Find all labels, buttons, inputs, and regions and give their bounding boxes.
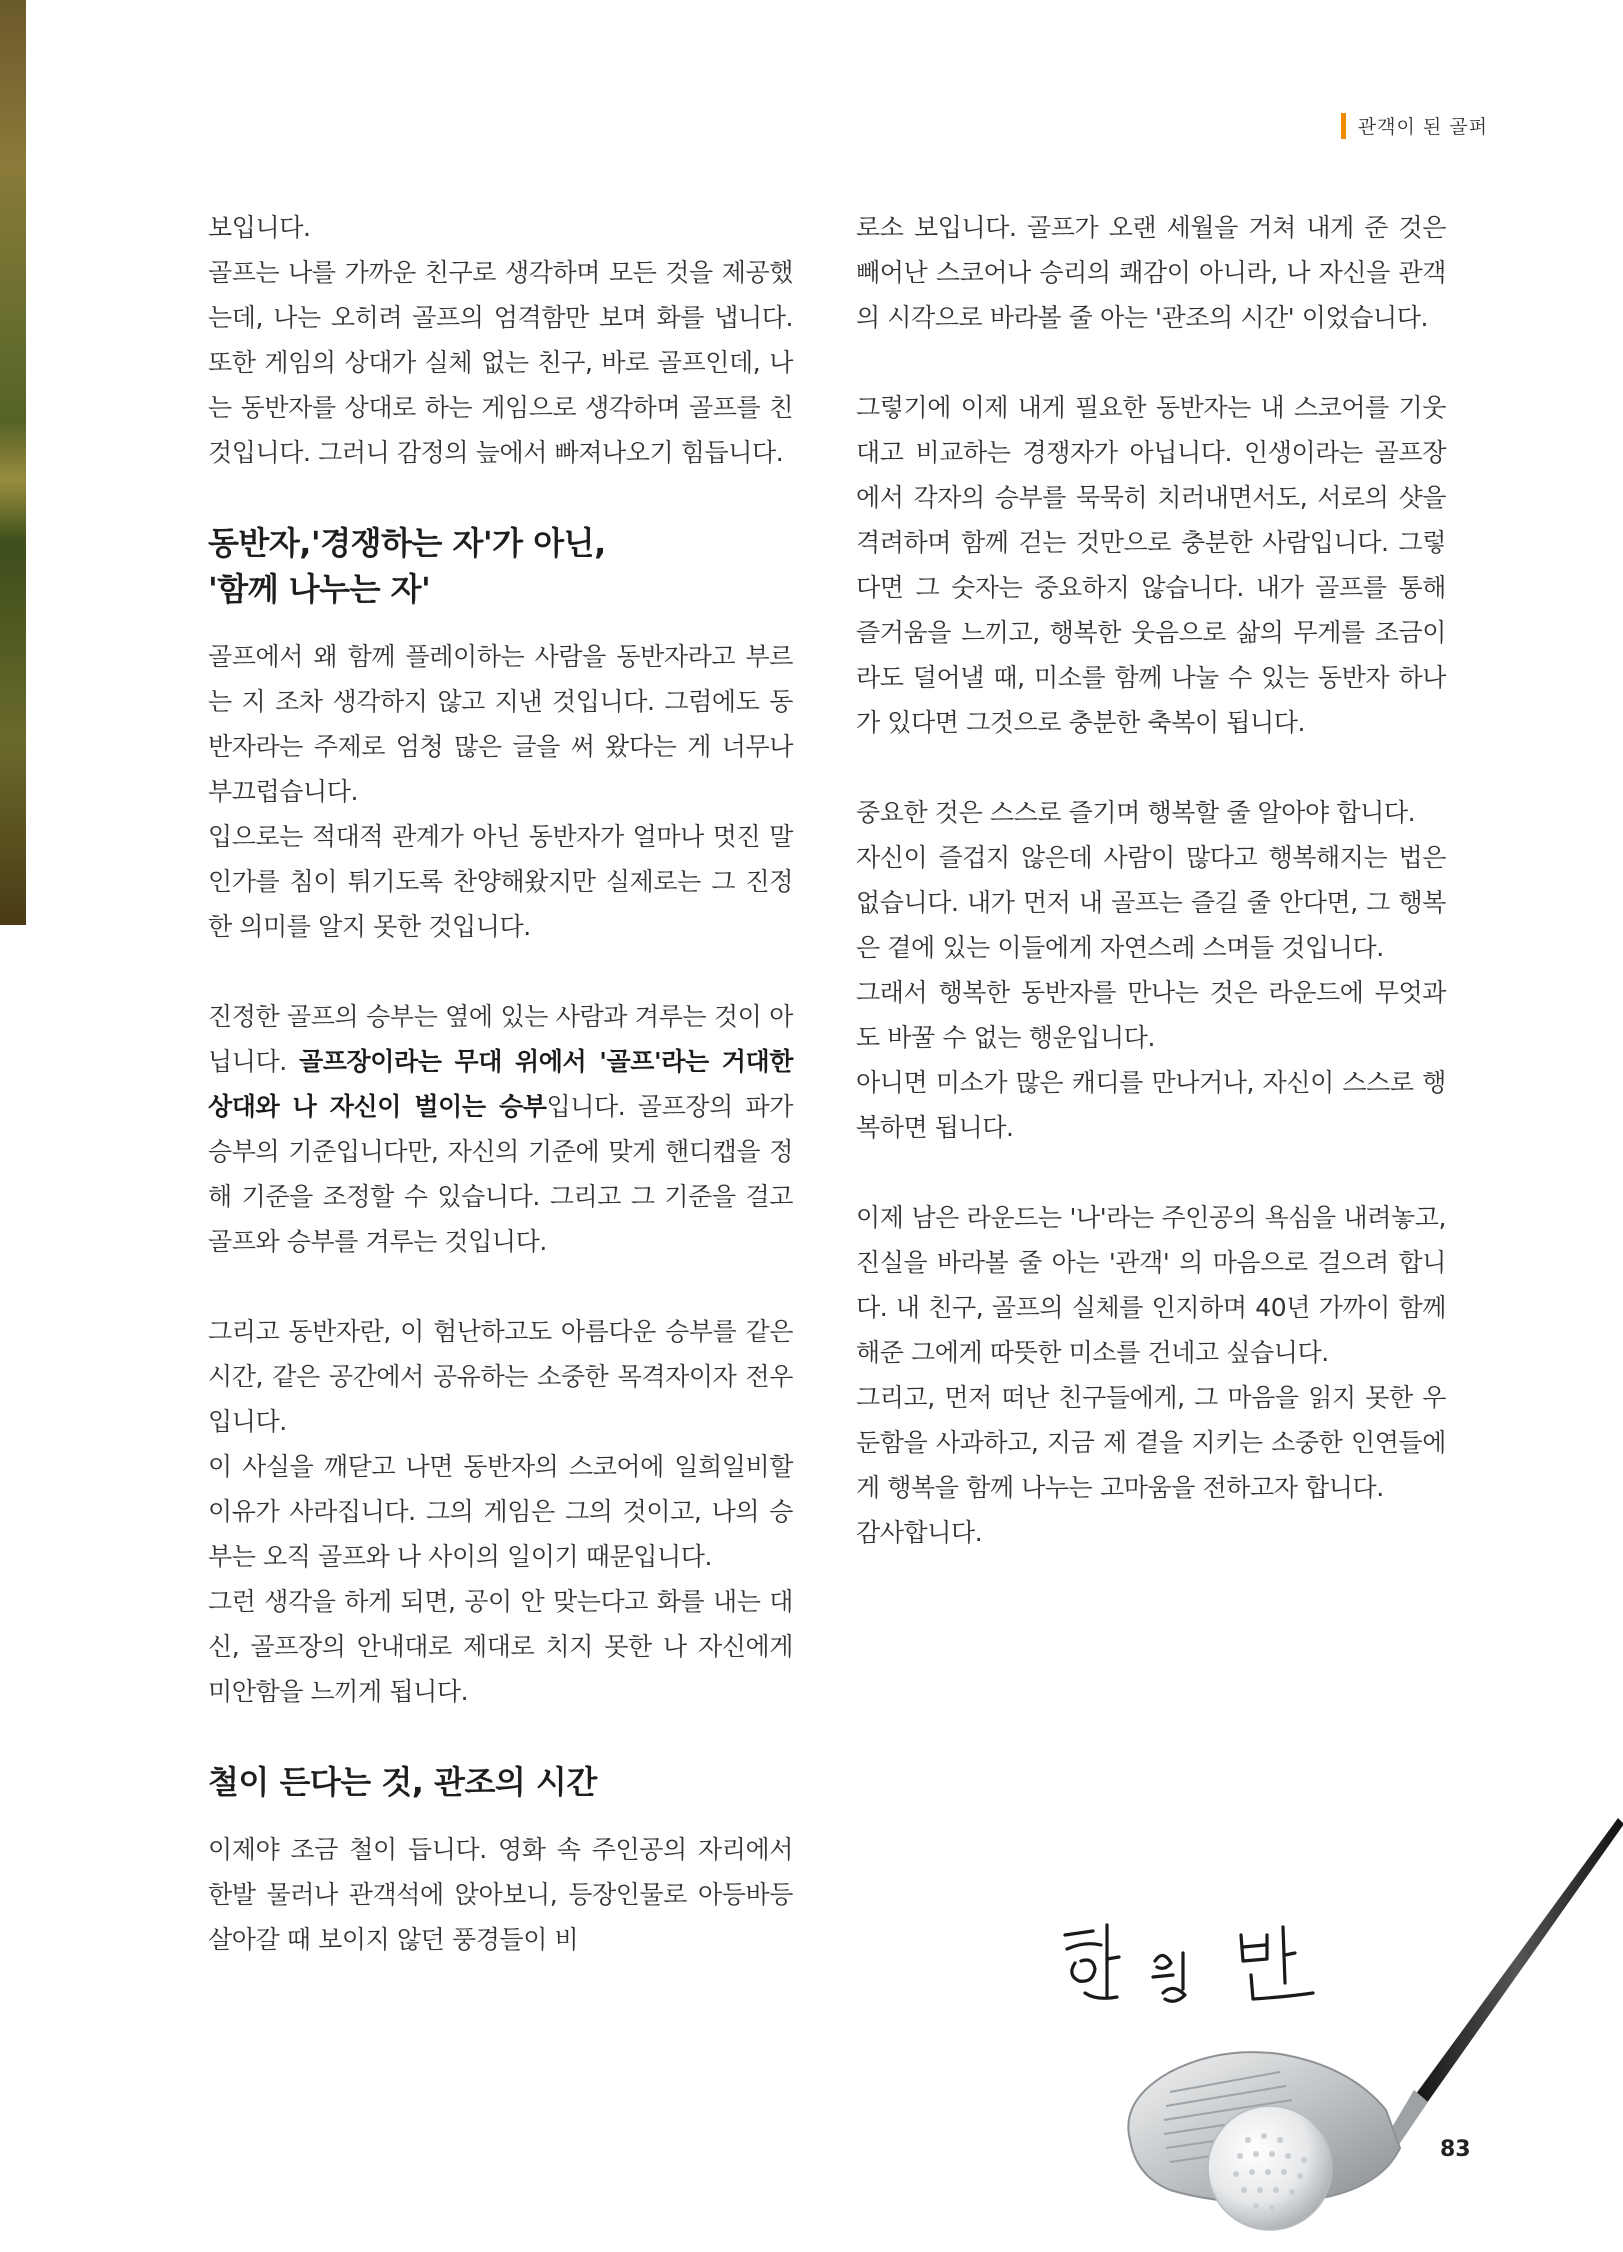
- golf-course-photo-edge: [0, 0, 26, 925]
- paragraph-gap: [208, 949, 793, 994]
- body-paragraph: 이 사실을 깨닫고 나면 동반자의 스코어에 일희일비할 이유가 사라집니다. 그의 게임은 그의 것이고, 나의 승부는 오직 골프와 나 사이의 일이기 때문입니다.: [208, 1452, 793, 1571]
- body-paragraph: 자신이 즐겁지 않은데 사람이 많다고 행복해지는 법은 없습니다. 내가 먼저 내 골프는 즐길 줄 안다면, 그 행복은 곁에 있는 이들에게 자연스레 스며들 것입니다.: [856, 843, 1446, 962]
- golf-club-illustration: [1110, 1810, 1623, 2250]
- body-paragraph: 이제 남은 라운드는 '나'라는 주인공의 욕심을 내려놓고, 진실을 바라볼 줄 아는 '관객' 의 마음으로 걸으려 합니다. 내 친구, 골프의 실체를 인지하며 40년 가까이 함께 해준 그에게 따뜻한 미소를 건네고 싶습니다.: [856, 1203, 1446, 1367]
- body-paragraph: 그렇기에 이제 내게 필요한 동반자는 내 스코어를 기웃대고 비교하는 경쟁자가 아닙니다. 인생이라는 골프장에서 각자의 승부를 묵묵히 치러내면서도, 서로의 샷을 격려하며 함께 걷는 것만으로 충분한 사람입니다. 그렇다면 그 숫자는 중요하지 않습니다. 내가 골프를 통해 즐거움을 느끼고, 행복한 웃음으로 삶의 무게를 조금이라도 덜어낼 때, 미소를 함께 나눌 수 있는 동반자 하나가 있다면 그것으로 충분한 축복이 됩니다.: [856, 393, 1446, 737]
- header-accent-bar: [1341, 113, 1346, 139]
- paragraph-text: 진정한 골프의 승부는 옆에 있는 사람과 겨루는 것이 아닙니다.: [208, 1002, 793, 1076]
- paragraph-gap: [208, 475, 793, 520]
- section-header: [1341, 112, 1488, 139]
- body-paragraph: 그런 생각을 하게 되면, 공이 안 맞는다고 화를 내는 대신, 골프장의 안내대로 제대로 치지 못한 나 자신에게 미안함을 느끼게 됩니다.: [208, 1587, 793, 1706]
- paragraph-gap: [208, 1264, 793, 1309]
- paragraph-gap: [856, 340, 1446, 385]
- body-paragraph: 감사합니다.: [856, 1518, 983, 1547]
- body-paragraph: 그래서 행복한 동반자를 만나는 것은 라운드에 무엇과도 바꿀 수 없는 행운입니다.: [856, 978, 1446, 1052]
- paragraph-text: 입니다. 골프장의 파가 승부의 기준입니다만, 자신의 기준에 맞게 핸디캡을 정해 기준을 조정할 수 있습니다. 그리고 그 기준을 걸고 골프와 승부를 겨루는 것입니다.: [208, 1092, 793, 1256]
- paragraph-gap: [856, 745, 1446, 790]
- page-number: 83: [1440, 2137, 1471, 2162]
- paragraph-gap: [856, 1150, 1446, 1195]
- body-paragraph: 보입니다.: [208, 213, 311, 242]
- section-heading: 동반자,'경쟁하는 자'가 아닌, '함께 나누는 자': [208, 524, 606, 608]
- section-heading: 철이 든다는 것, 관조의 시간: [208, 1763, 597, 1801]
- heading-spacer: [208, 612, 793, 634]
- body-paragraph: 입으로는 적대적 관계가 아닌 동반자가 얼마나 멋진 말인가를 침이 튀기도록 찬양해왔지만 실제로는 그 진정한 의미를 알지 못한 것입니다.: [208, 822, 793, 941]
- body-paragraph: 그리고, 먼저 떠난 친구들에게, 그 마음을 읽지 못한 우둔함을 사과하고, 지금 제 곁을 지키는 소중한 인연들에게 행복을 함께 나누는 고마움을 전하고자 합니다.: [856, 1383, 1446, 1502]
- body-paragraph: 아니면 미소가 많은 캐디를 만나거나, 자신이 스스로 행복하면 됩니다.: [856, 1068, 1446, 1142]
- body-paragraph: [208, 994, 793, 1264]
- section-title: 관객이 된 골퍼: [1357, 116, 1488, 138]
- heading-spacer: [208, 1805, 793, 1827]
- body-paragraph: 그리고 동반자란, 이 험난하고도 아름다운 승부를 같은 시간, 같은 공간에서 공유하는 소중한 목격자이자 전우입니다.: [208, 1317, 793, 1436]
- body-paragraph: 이제야 조금 철이 듭니다. 영화 속 주인공의 자리에서 한발 물러나 관객석에 앉아보니, 등장인물로 아등바등 살아갈 때 보이지 않던 풍경들이 비: [208, 1835, 793, 1954]
- body-paragraph: 골프에서 왜 함께 플레이하는 사람을 동반자라고 부르는 지 조차 생각하지 않고 지낸 것입니다. 그럼에도 동반자라는 주제로 엄청 많은 글을 써 왔다는 게 너무나 부끄럽습니다.: [208, 642, 793, 806]
- body-paragraph: 로소 보입니다. 골프가 오랜 세월을 거쳐 내게 준 것은 빼어난 스코어나 승리의 쾌감이 아니라, 나 자신을 관객의 시각으로 바라볼 줄 아는 '관조의 시간' 이었습니다.: [856, 213, 1446, 332]
- body-paragraph: 골프는 나를 가까운 친구로 생각하며 모든 것을 제공했는데, 나는 오히려 골프의 엄격함만 보며 화를 냅니다. 또한 게임의 상대가 실체 없는 친구, 바로 골프인데, 나는 동반자를 상대로 하는 게임으로 생각하며 골프를 친 것입니다. 그러니 감정의 늪에서 빠져나오기 힘듭니다.: [208, 258, 793, 467]
- right-column: [856, 205, 1446, 1555]
- body-paragraph: 중요한 것은 스스로 즐기며 행복할 줄 알아야 합니다.: [856, 798, 1416, 827]
- left-column: [208, 205, 793, 1962]
- paragraph-gap: [208, 1714, 793, 1759]
- emphasized-text: 골프장이라는 무대 위에서 '골프'라는 거대한 상대와 나 자신이 벌이는 승부: [208, 1047, 793, 1121]
